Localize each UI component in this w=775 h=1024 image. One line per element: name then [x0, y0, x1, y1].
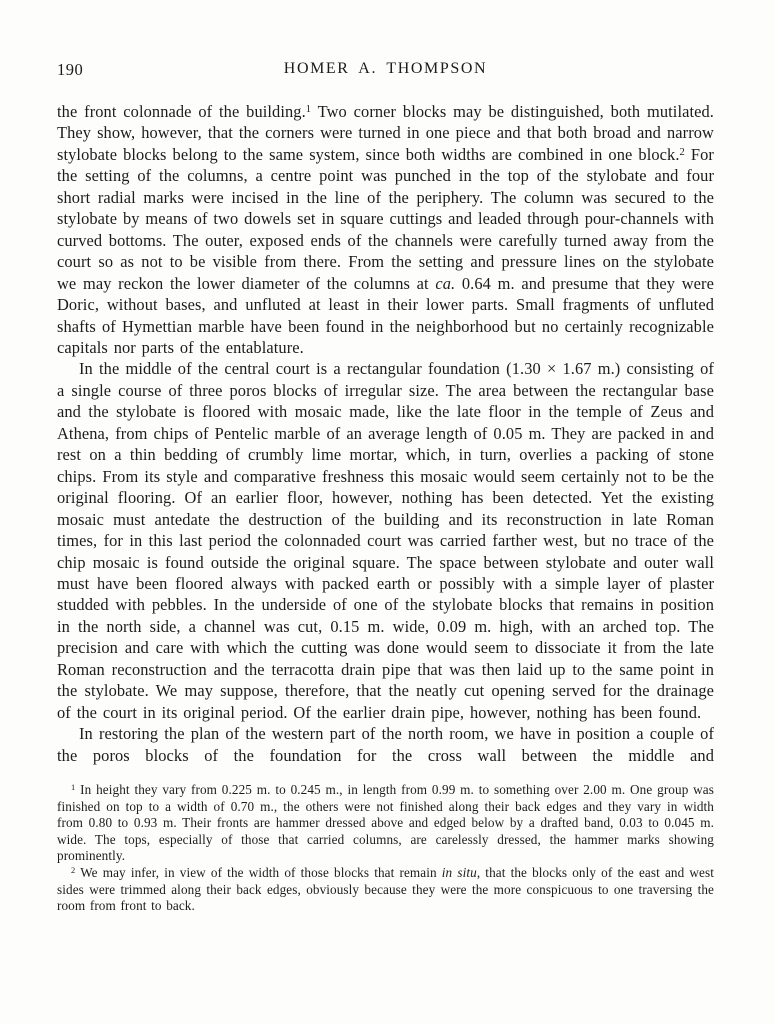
paragraph-3: In restoring the plan of the western part of the north room, we have in position a couple of the poros blocks of the foundation for the cross wall between the middle and — [57, 724, 714, 765]
footnote-2: $^2$ We may infer, in view of the width of those blocks that remain in situ, that the blocks only of the east and west sides were trimmed along their back edges, obviously because they were the more conspicuous to one traversing the room from front to back. — [57, 865, 714, 914]
page-number: 190 — [57, 60, 84, 79]
page-body — [57, 101, 714, 766]
footnotes — [57, 782, 714, 915]
page-header — [57, 60, 714, 80]
footnote-1: $^1$ In height they vary from 0.225 m. to 0.245 m., in length from 0.99 m. to something over 2.00 m. One group was finished on top to a width of 0.70 m., the others were not finished along their back edges and they vary in width from 0.80 to 0.93 m. Their fronts are hammer dressed above and edged below by a drafted band, 0.03 to 0.045 m. wide. The tops, especially of those that carried columns, are carelessly dressed, the hammer marks showing prominently. — [57, 782, 714, 864]
running-head: HOMER A. THOMPSON — [283, 60, 488, 77]
paragraph-2: In the middle of the central court is a rectangular foundation (1.30 × 1.67 m.) consisting of a single course of three poros blocks of irregular size. The area between the rectangular base and the stylobate is floored with mosaic made, like the late floor in the temple of Zeus and Athena, from chips of Pentelic marble of an average length of 0.05 m. They are packed in and rest on a thin bedding of crumbly lime mortar, which, in turn, overlies a packing of stone chips. From its style and comparative freshness this mosaic would seem certainly not to be the original flooring. Of an earlier floor, however, nothing has been detected. Yet the existing mosaic must antedate the destruction of the building and its reconstruction in late Roman times, for in this last period the colonnaded court was carried farther west, but no trace of the chip mosaic is found outside the original square. The space between stylobate and outer wall must have been floored always with packed earth or possibly with a simple layer of plaster studded with pebbles. In the underside of one of the stylobate blocks that remains in position in the north side, a channel was cut, 0.15 m. wide, 0.09 m. high, with an arched top. The precision and care with which the cutting was done would seem to dissociate it from the late Roman reconstruction and the terracotta drain pipe that was then laid up to the same point in the stylobate. We may suppose, therefore, that the neatly cut opening served for the drainage of the court in its original period. Of the earlier drain pipe, however, nothing has been found. — [57, 359, 714, 722]
paragraph-1: the front colonnade of the building.$^1$ Two corner blocks may be distinguished, both mutilated. They show, however, that the corners were turned in one piece and that both broad and narrow stylobate blocks belong to the same system, since both widths are combined in one block.$^2$ For the setting of the columns, a centre point was punched in the top of the stylobate and four short radial marks were incised in the line of the periphery. The column was secured to the stylobate by means of two dowels set in square cuttings and leaded through pour-channels with curved bottoms. The outer, exposed ends of the channels were carefully turned away from the court so as not to be visible from there. From the setting and pressure lines on the stylobate we may reckon the lower diameter of the columns at ca. 0.64 m. and presume that they were Doric, without bases, and unfluted at least in their lower parts. Small fragments of unfluted shafts of Hymettian marble have been found in the neighborhood but no certainly recognizable capitals nor parts of the entablature. — [57, 102, 714, 357]
